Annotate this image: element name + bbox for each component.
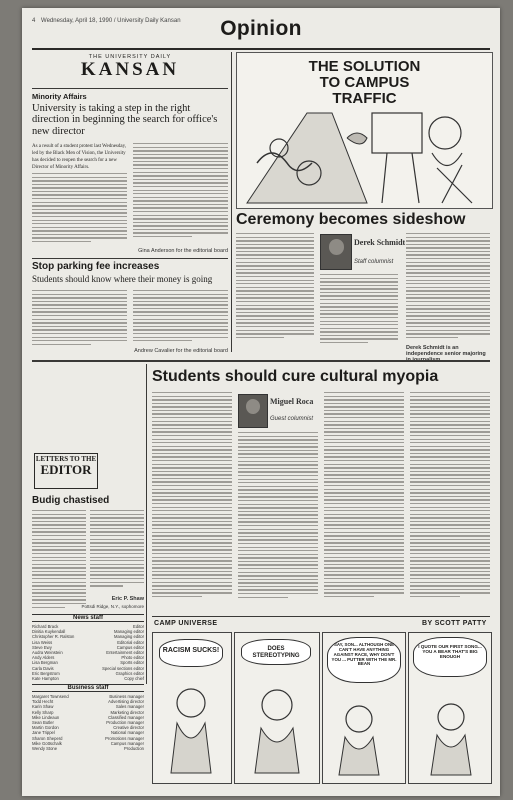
comic-panel-4	[408, 632, 492, 784]
news-title: Copy chief	[124, 676, 144, 682]
editorial-credit: Gina Anderson for the editorial board	[138, 248, 228, 254]
ceremony-role: Staff columnist	[354, 259, 394, 265]
business-title: Creative director	[113, 725, 144, 731]
letters-signature: Eric P. Shaw	[111, 596, 144, 602]
second-editorial-body-left	[32, 290, 127, 347]
section-title: Opinion	[220, 17, 302, 40]
flag-big: KANSAN	[80, 59, 180, 80]
comic-bubble-2: DOES STEREOTYPING	[241, 639, 311, 665]
business-title: Sales manager	[115, 704, 144, 710]
business-staff-box	[32, 684, 144, 751]
comics-divider	[152, 616, 490, 617]
editorial-body-right	[133, 143, 228, 240]
business-name: Jane Trippel	[32, 730, 55, 736]
business-row	[32, 746, 144, 751]
business-name: Mike Lindeaun	[32, 714, 60, 720]
news-title: Sports editor	[120, 660, 144, 666]
comic-bubble-3: SAY, SON... ALTHOUGH ONE CAN'T HAVE ANYTHING AGAINST RACE, WHY DON'T YOU ... PUTTER WITH THE MR. BEAN	[327, 637, 401, 683]
second-editorial-headline: Stop parking fee increases	[32, 261, 160, 272]
news-title: Campus editor	[116, 644, 144, 650]
myopia-author: Miguel Roca	[270, 397, 314, 406]
business-name: Wendy Stone	[32, 746, 58, 752]
news-name: Steve Ewy	[32, 644, 52, 650]
letters-body-1	[32, 510, 86, 610]
business-staff-head: Business staff	[32, 684, 144, 692]
business-name: Karin Shaw	[32, 704, 54, 710]
second-editorial-body-right	[133, 290, 228, 344]
editorial-kicker: Minority Affairs	[32, 92, 87, 101]
letters-headline: Budig chastised	[32, 495, 110, 506]
news-title: Photo editor	[121, 655, 144, 661]
news-name: Dinitia Kuykendall	[32, 629, 66, 635]
business-name: Sean Butler	[32, 720, 54, 726]
editorial-divider	[32, 258, 228, 259]
business-title: Business manager	[109, 694, 144, 699]
letters-box-top: LETTERS TO THE	[35, 455, 97, 463]
business-title: Promotions manager	[105, 735, 144, 741]
news-staff-box	[32, 614, 144, 681]
ceremony-author: Derek Schmidt	[354, 238, 406, 247]
news-name: Lisa Weiss	[32, 639, 53, 645]
comic-panel-1	[152, 632, 232, 784]
comic-bubble-4: I QUOTE OUR FIRST SONG... YOU A BEAR THAT'S BIG ENOUGH	[413, 637, 487, 677]
ceremony-body-3	[406, 233, 490, 340]
business-name: Sharon Sheperd	[32, 735, 63, 741]
business-name: Todd Hecht	[32, 699, 54, 705]
business-name: Margaret Townsend	[32, 694, 69, 699]
traffic-cartoon	[236, 52, 493, 209]
news-name: Richard Brack	[32, 624, 59, 629]
news-title: Editor	[133, 624, 144, 629]
news-title: Managing editor	[113, 629, 144, 635]
business-title: Marketing director	[110, 709, 144, 715]
news-title: Entertainment editor	[106, 650, 144, 656]
news-name: Andy Alders	[32, 655, 55, 661]
business-title: Campus manager	[110, 740, 144, 746]
letters-rule	[146, 364, 147, 684]
news-name: Kate Hampton	[32, 676, 59, 682]
myopia-headline: Students should cure cultural myopia	[152, 368, 439, 385]
news-staff-list	[32, 624, 144, 681]
comic-drawing-3	[323, 633, 405, 783]
myopia-role: Guest columnist	[270, 416, 314, 422]
business-title: Advertising director	[108, 699, 144, 705]
business-title: National manager	[110, 730, 144, 736]
editorial-body-left	[32, 173, 127, 245]
news-name: Carla Davis	[32, 665, 54, 671]
news-row	[32, 676, 144, 681]
cartoon-title: THE SOLUTION TO CAMPUS TRAFFIC	[308, 58, 421, 107]
section-divider	[32, 360, 490, 362]
newspaper-page	[22, 8, 500, 796]
myopia-body-4	[410, 392, 490, 600]
comic-panel-3	[322, 632, 406, 784]
letters-body-2	[90, 510, 144, 589]
page-masthead	[32, 14, 490, 50]
letters-signature-sub: Pottsdi Ridge, N.Y., sophomore	[81, 604, 144, 609]
ceremony-headline: Ceremony becomes sideshow	[236, 211, 466, 228]
myopia-body-3	[324, 392, 404, 600]
page-number: 4	[32, 18, 36, 24]
second-editorial-credit: Andrew Cavalier for the editorial board	[134, 348, 228, 354]
myopia-body-1	[152, 392, 232, 600]
kansan-flag	[32, 52, 228, 89]
business-title: Production manager	[106, 720, 144, 726]
business-name: Mike Gottschalk	[32, 740, 62, 746]
ceremony-body-2	[320, 274, 398, 346]
folio	[32, 18, 185, 24]
news-title: Managing editor	[113, 634, 144, 640]
ceremony-body-1	[236, 233, 314, 340]
letters-to-editor-box	[34, 453, 98, 489]
news-name: Lisa Bergman	[32, 660, 58, 666]
business-title: Production	[123, 746, 144, 752]
business-title: Classified manager	[108, 714, 144, 720]
news-name: Christopher R. Ralston	[32, 634, 75, 640]
news-name: Eric Bergstrom	[32, 670, 60, 676]
business-staff-list	[32, 694, 144, 751]
letters-box-bottom: EDITOR	[40, 462, 92, 478]
comic-drawing-4	[409, 633, 491, 783]
news-name: Audra Weinstein	[32, 650, 63, 656]
column-rule	[231, 52, 232, 352]
news-title: Special sections editor	[102, 665, 144, 671]
dateline: Wednesday, April 18, 1990 / University Daily Kansan	[41, 18, 181, 24]
comic-drawing-1	[153, 633, 231, 783]
flag-small: THE UNIVERSITY DAILY	[88, 54, 172, 60]
cartoon-drawing	[237, 53, 492, 208]
myopia-body-2	[238, 432, 318, 600]
comic-bubble-1: RACISM SUCKS!	[159, 639, 223, 667]
ceremony-footer: Derek Schmidt is an independence senior majoring	[406, 345, 486, 357]
news-staff-head: News staff	[32, 614, 144, 622]
editorial-headline: University is taking a step in the right direction in beginning the search for office's new director	[32, 103, 218, 137]
business-name: Martin Gordon	[32, 725, 59, 731]
comic-right-label: BY SCOTT PATTY	[422, 620, 487, 627]
news-title: Graphics editor	[115, 670, 144, 676]
business-name: Kelly Sharp	[32, 709, 54, 715]
comic-drawing-2	[235, 633, 319, 783]
miguel-roca-photo	[238, 394, 268, 428]
news-title: Editorial editor	[117, 639, 144, 645]
comic-panel-2	[234, 632, 320, 784]
editorial-lead: As a result of a student protest last Wednesday, led by the Black Men of Vision, the University has decided to reopen the search for a new Director of Minority Affairs.	[32, 144, 127, 170]
derek-schmidt-photo	[320, 234, 352, 270]
comic-left-label: CAMP UNIVERSE	[154, 620, 218, 627]
second-editorial-subhead: Students should know where their money is going	[32, 274, 213, 284]
